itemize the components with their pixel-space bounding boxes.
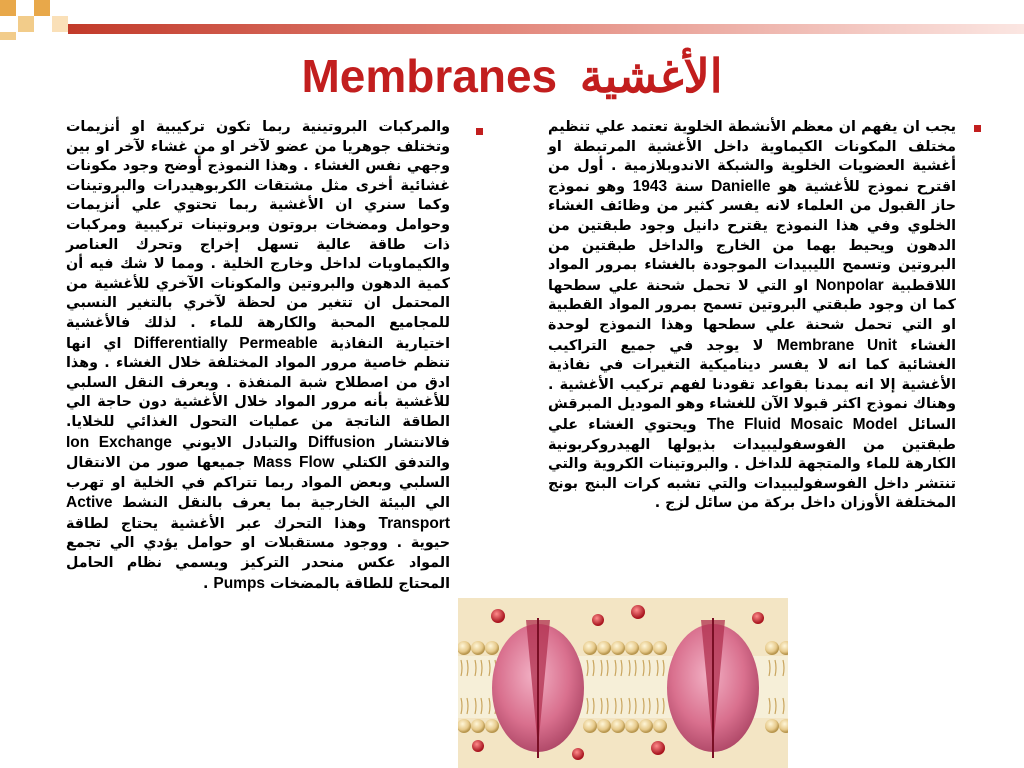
lipid-head [653,641,667,655]
membrane-drawing [458,598,788,768]
decorative-header-bar [0,0,1024,40]
title-arabic: الأغشية [579,50,723,102]
paragraph-text: والمركبات البروتينية ربما تكون تركيبية او أنزيمات وتختلف جوهريا من عضو لآخر او من غشاء لآخر او بين وجهي نفس الغشاء . وهذا النموذج أوضح وجود مكونات غشائية أخرى مثل مشتقات الكربوهيدرات والبروتينات وكما سنري ان الأغشية ربما تحتوي علي أنزيمات وحوامل ومضخات بروتون وبروتينات تركيبية ومركبات ذات طاقة عالية تسهل إخراج وتحرك العناصر والكيماويات لداخل وخارج الخلية . ومما لا شك فيه أن كمية الدهون والبروتين والمكونات الآخري للأغشية من المحتمل ان تتغير من لحظة لآخري بالتغير النسبي للمجاميع المحبة والكارهة للماء . لذلك فالأغشية اختيارية النفاذية [66,119,450,352]
paragraph-text: سنة [674,178,704,195]
term-mass-flow: Mass Flow [253,454,335,472]
term-active-transport: Active Transport [66,494,450,532]
left-text-column [66,118,450,594]
slide-title [0,48,1024,104]
lipid-head [583,641,597,655]
term-diffusion: Diffusion [307,433,376,451]
term-nonpolar: Nonpolar [815,276,884,294]
decor-square [0,0,16,16]
lipid-head [471,641,485,655]
paragraph-text: جميعها صور من الانتقال السلبي وبعض المواد ربما تتراكم في الخلية او تهرب الي البيئة الخارجية بما يعرف بالنقل النشط [66,455,450,512]
lipid-head [583,719,597,733]
paragraph-text: او التي لا تحمل شحنة علي سطحها كما ان وجود طبقتي البروتين تسمح بمرور المواد القطبية او التي تحمل شحنة علي سطحها وهذا النموذج لوحدة الغشاء [548,277,956,354]
term-differentially-permeable: Differentially Permeable [133,334,318,352]
decor-square [0,32,16,40]
lipid-head [653,719,667,733]
paragraph-text: اي انها تنظم خاصية مرور المواد المختلفة خلال الغشاء . وهذا ادق من اصطلاح شبة المنفذة . ويعرف النقل السلبي للأغشية بأنه مرور المواد خلال الأغشية دون حاجة الي الطاقة الناتجة من عمليات التحول الغذائي للخلايا. فالانتشار [66,335,450,451]
decor-gradient-line [68,24,1024,34]
paragraph-text: وهذا التحرك عبر الأغشية يحتاج لطاقة حيوية . ووجود مستقبلات او حوامل يؤدي الي تجمع المواد عكس منحدر التركيز ويسمي نظام الحامل المحتاج للطاقة بالمضخات [66,515,450,592]
cell-membrane-illustration-icon [458,598,788,768]
lipid-head [471,719,485,733]
paragraph-text: لا يوجد في جميع التراكيب الغشائية كما انه لا يفسر ديناميكية التغيرات في نفاذية الأغشية إلا انه يمدنا بقواعد تقودنا لفهم تركيب الأغشية . وهناك نموذج اكثر قبولا الآن للغشاء وهو الموديل المبرقش السائل [548,337,956,433]
lipid-head [611,719,625,733]
right-text-column [548,118,956,514]
paragraph-text: والتبادل الايوني [182,434,298,451]
paragraph-text: . [202,575,209,592]
lipid-head [597,719,611,733]
decor-square [34,0,50,16]
title-english: Membranes [301,50,558,102]
lipid-head [765,719,779,733]
lipid-head [611,641,625,655]
lipid-head [765,641,779,655]
lipid-head [485,719,499,733]
decor-square [52,16,68,32]
lipid-head [625,719,639,733]
term-fluid-mosaic-model: The Fluid Mosaic Model [706,415,898,433]
term-ion-exchange: Ion Exchange [66,433,172,451]
paragraph-text: وهو نموذج حاز القبول من العلماء لانه يفسر كثير من وظائف الغشاء الخلوي وفي هذا النموذج يقترح دانيل وجود طبقتين من الدهون ويحيط بهما من الخارج والداخل طبقتين من البروتين وتسمح الليبيدات الموجودة بالغشاء بمرور المواد اللاقطبية [548,178,957,294]
term-danielle: Danielle [711,177,771,195]
paragraph-text: ويحتوي الغشاء علي طبقتين من الفوسفوليبيدات بذيولها الهيدروكربونية الكارهة للماء والمتجهة للداخل . والبروتينات الكروية والتي تنتشر داخل الفوسفوليبيدات والتي تشبه كرات البنج بونج المختلفة الأوزان داخل بركة من سائل لزج . [548,416,956,512]
lipid-head [639,641,653,655]
term-pumps: Pumps [213,574,266,592]
paragraph-text: والتدفق الكتلي [342,455,450,472]
lipid-head [597,641,611,655]
paragraph-text: يجب ان يفهم ان معظم الأنشطة الخلوية تعتمد علي تنظيم مختلف المكونات الكيماوية داخل الأغشية المرتبطة او أغشية العضويات الخلوية والشبكة الاندوبلازمية . أول من اقترح نموذج للأغشية هو [548,119,956,195]
lipid-head [625,641,639,655]
year-1943: 1943 [632,177,668,195]
bullet-icon [974,125,981,132]
bullet-icon [476,128,483,135]
lipid-head [485,641,499,655]
decor-square [18,16,34,32]
term-membrane-unit: Membrane Unit [776,336,898,354]
lipid-head [639,719,653,733]
